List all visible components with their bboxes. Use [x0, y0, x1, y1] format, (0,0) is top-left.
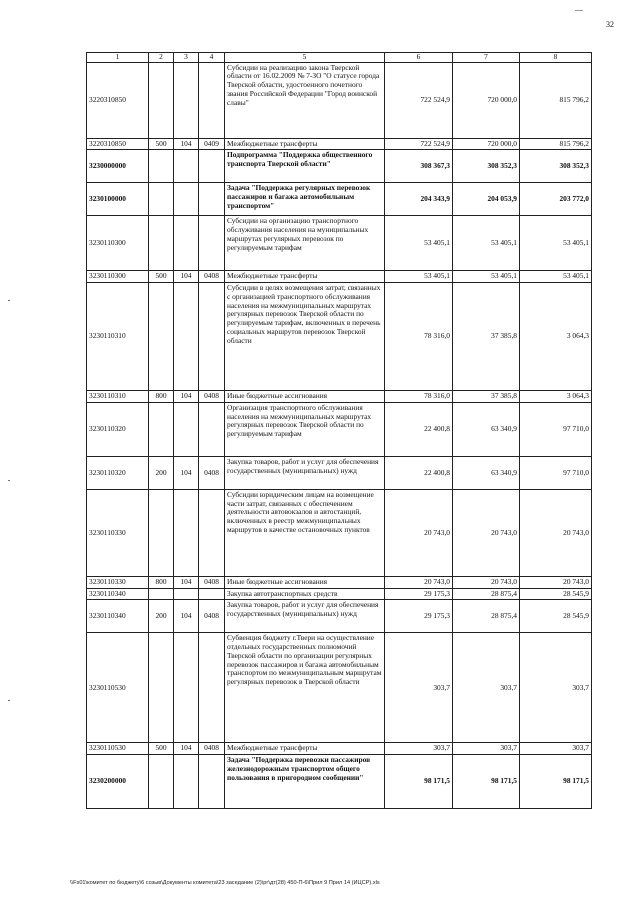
cell-value-3: 3 064,3 — [520, 391, 592, 403]
cell-code: 3230110310 — [87, 283, 149, 391]
cell-value-2: 28 875,4 — [453, 588, 520, 600]
cell-code: 3230110330 — [87, 576, 149, 588]
cell-value-2: 20 743,0 — [453, 489, 520, 576]
table-row — [87, 489, 592, 576]
cell-code: 3220310850 — [87, 62, 149, 138]
cell-pr: 0408 — [199, 271, 225, 283]
cell-value-1: 722 524,9 — [385, 62, 453, 138]
cell-pr: 0409 — [199, 138, 225, 150]
cell-value-3: 53 405,1 — [520, 216, 592, 271]
budget-table — [86, 52, 592, 809]
cell-value-2: 63 340,9 — [453, 402, 520, 456]
cell-value-3: 203 772,0 — [520, 183, 592, 216]
cell-pr: 0408 — [199, 600, 225, 633]
cell-value-2: 37 385,8 — [453, 391, 520, 403]
cell-value-2: 204 053,9 — [453, 183, 520, 216]
cell-name: Подпрограмма "Поддержка общественного транспорта Тверской области" — [225, 150, 385, 183]
page-number: 32 — [606, 20, 614, 29]
col-header-7: 7 — [453, 53, 520, 63]
cell-value-2: 63 340,9 — [453, 456, 520, 489]
scan-mark — [575, 10, 583, 11]
col-header-3: 3 — [174, 53, 199, 63]
table-row — [87, 456, 592, 489]
cell-value-2: 28 875,4 — [453, 600, 520, 633]
table-row — [87, 391, 592, 403]
cell-value-1: 53 405,1 — [385, 271, 453, 283]
col-header-6: 6 — [385, 53, 453, 63]
cell-vr — [149, 755, 174, 809]
cell-vr — [149, 62, 174, 138]
cell-pr — [199, 150, 225, 183]
cell-value-2: 37 385,8 — [453, 283, 520, 391]
cell-value-3: 97 710,0 — [520, 456, 592, 489]
cell-value-3: 28 545,9 — [520, 588, 592, 600]
cell-vr: 500 — [149, 743, 174, 755]
cell-pr: 0408 — [199, 456, 225, 489]
cell-name: Иные бюджетные ассигнования — [225, 576, 385, 588]
table-row — [87, 183, 592, 216]
cell-vr: 800 — [149, 576, 174, 588]
table-row — [87, 138, 592, 150]
cell-pr — [199, 216, 225, 271]
cell-pr — [199, 633, 225, 743]
cell-value-3: 303,7 — [520, 743, 592, 755]
cell-value-3: 303,7 — [520, 633, 592, 743]
table-row — [87, 271, 592, 283]
cell-value-2: 98 171,5 — [453, 755, 520, 809]
table-row — [87, 755, 592, 809]
cell-rz — [174, 402, 199, 456]
cell-value-2: 53 405,1 — [453, 271, 520, 283]
cell-value-3: 98 171,5 — [520, 755, 592, 809]
cell-value-1: 29 175,3 — [385, 600, 453, 633]
cell-pr — [199, 588, 225, 600]
cell-rz — [174, 489, 199, 576]
cell-code: 3230110320 — [87, 402, 149, 456]
cell-value-3: 97 710,0 — [520, 402, 592, 456]
cell-name: Субвенция бюджету г.Твери на осуществление отдельных государственных полномочий Тверской области по организации регулярных перевозок пассажиров и багажа автомобильным транспортом по межмуниципальным маршрутам регулярных перевозок в Тверской области — [225, 633, 385, 743]
cell-value-2: 53 405,1 — [453, 216, 520, 271]
table-row — [87, 600, 592, 633]
table-row — [87, 402, 592, 456]
header-row — [87, 53, 592, 63]
cell-vr — [149, 216, 174, 271]
cell-name: Субсидии юридическим лицам на возмещение части затрат, связанных с обеспечением деятельности автовокзалов и автостанций, включенных в реестр межмуниципальных маршрутов в качестве остановочных пунктов — [225, 489, 385, 576]
cell-vr: 500 — [149, 271, 174, 283]
cell-code: 3230110330 — [87, 489, 149, 576]
table-row — [87, 62, 592, 138]
cell-rz: 104 — [174, 743, 199, 755]
cell-code: 3230110530 — [87, 743, 149, 755]
cell-code: 3230110300 — [87, 271, 149, 283]
cell-pr: 0408 — [199, 391, 225, 403]
cell-vr — [149, 183, 174, 216]
cell-code: 3230000000 — [87, 150, 149, 183]
table-row — [87, 283, 592, 391]
table-row — [87, 216, 592, 271]
cell-rz: 104 — [174, 600, 199, 633]
cell-code: 3220310850 — [87, 138, 149, 150]
cell-name: Межбюджетные трансферты — [225, 138, 385, 150]
col-header-8: 8 — [520, 53, 592, 63]
cell-value-1: 78 316,0 — [385, 391, 453, 403]
cell-value-1: 98 171,5 — [385, 755, 453, 809]
cell-pr: 0408 — [199, 576, 225, 588]
cell-value-1: 308 367,3 — [385, 150, 453, 183]
cell-name: Задача "Поддержка перевозки пассажиров железнодорожным транспортом общего пользования в пригородном сообщении" — [225, 755, 385, 809]
table-row — [87, 150, 592, 183]
cell-name: Закупка товаров, работ и услуг для обеспечения государственных (муниципальных) нужд — [225, 600, 385, 633]
cell-code: 3230110340 — [87, 600, 149, 633]
cell-code: 3230110320 — [87, 456, 149, 489]
cell-value-2: 20 743,0 — [453, 576, 520, 588]
cell-name: Закупка товаров, работ и услуг для обеспечения государственных (муниципальных) нужд — [225, 456, 385, 489]
cell-value-3: 815 796,2 — [520, 138, 592, 150]
col-header-1: 1 — [87, 53, 149, 63]
cell-value-2: 303,7 — [453, 743, 520, 755]
cell-pr — [199, 489, 225, 576]
cell-code: 3230110340 — [87, 588, 149, 600]
cell-value-2: 720 000,0 — [453, 138, 520, 150]
table-row — [87, 588, 592, 600]
cell-rz — [174, 755, 199, 809]
cell-rz — [174, 216, 199, 271]
cell-rz — [174, 62, 199, 138]
cell-pr — [199, 283, 225, 391]
cell-rz: 104 — [174, 456, 199, 489]
cell-name: Межбюджетные трансферты — [225, 271, 385, 283]
cell-value-1: 22 400,8 — [385, 456, 453, 489]
cell-name: Межбюджетные трансферты — [225, 743, 385, 755]
cell-vr — [149, 150, 174, 183]
cell-name: Организация транспортного обслуживания населения на межмуниципальных маршрутах регулярных перевозок Тверской области по регулируемым тарифам — [225, 402, 385, 456]
cell-vr — [149, 489, 174, 576]
cell-rz: 104 — [174, 271, 199, 283]
cell-code: 3230110310 — [87, 391, 149, 403]
scan-mark — [8, 700, 10, 701]
cell-code: 3230110530 — [87, 633, 149, 743]
table-row — [87, 633, 592, 743]
cell-name: Субсидии в целях возмещения затрат, связанных с организацией транспортного обслуживания населения на межмуниципальных маршрутах регулярных перевозок Тверской области по регулируемым тарифам, включенных в перечень социальных маршрутов перевозок Тверской области — [225, 283, 385, 391]
cell-value-1: 20 743,0 — [385, 489, 453, 576]
cell-pr — [199, 755, 225, 809]
cell-value-1: 22 400,8 — [385, 402, 453, 456]
cell-rz — [174, 150, 199, 183]
cell-vr: 500 — [149, 138, 174, 150]
cell-value-1: 303,7 — [385, 743, 453, 755]
cell-value-1: 722 524,9 — [385, 138, 453, 150]
cell-value-1: 303,7 — [385, 633, 453, 743]
cell-rz — [174, 633, 199, 743]
cell-rz — [174, 183, 199, 216]
col-header-5: 5 — [225, 53, 385, 63]
cell-value-1: 204 343,9 — [385, 183, 453, 216]
cell-name: Задача "Поддержка регулярных перевозок пассажиров и багажа автомобильным транспортом" — [225, 183, 385, 216]
cell-vr: 800 — [149, 391, 174, 403]
cell-vr — [149, 283, 174, 391]
cell-name: Субсидии на реализацию закона Тверской области от 16.02.2009 № 7-ЗО "О статусе города Тверской области, удостоенного почетного звания Российской Федерации "Город воинской славы" — [225, 62, 385, 138]
cell-rz — [174, 283, 199, 391]
cell-value-3: 815 796,2 — [520, 62, 592, 138]
scan-mark — [8, 480, 10, 481]
cell-value-2: 303,7 — [453, 633, 520, 743]
cell-value-1: 53 405,1 — [385, 216, 453, 271]
col-header-2: 2 — [149, 53, 174, 63]
cell-rz: 104 — [174, 576, 199, 588]
cell-pr — [199, 62, 225, 138]
cell-vr: 200 — [149, 456, 174, 489]
cell-code: 3230110300 — [87, 216, 149, 271]
cell-vr — [149, 402, 174, 456]
cell-vr: 200 — [149, 600, 174, 633]
cell-code: 3230100000 — [87, 183, 149, 216]
cell-name: Закупка автотранспортных средств — [225, 588, 385, 600]
cell-value-3: 308 352,3 — [520, 150, 592, 183]
cell-vr — [149, 588, 174, 600]
scan-mark — [8, 300, 10, 301]
cell-value-3: 20 743,0 — [520, 576, 592, 588]
cell-value-3: 28 545,9 — [520, 600, 592, 633]
cell-pr: 0408 — [199, 743, 225, 755]
table-row — [87, 743, 592, 755]
cell-name: Субсидии на организацию транспортного обслуживания населения на муниципальных маршрутах регулярных перевозок по регулируемым тарифам — [225, 216, 385, 271]
cell-code: 3230200000 — [87, 755, 149, 809]
cell-rz: 104 — [174, 391, 199, 403]
cell-pr — [199, 183, 225, 216]
col-header-4: 4 — [199, 53, 225, 63]
cell-vr — [149, 633, 174, 743]
cell-value-3: 20 743,0 — [520, 489, 592, 576]
table-row — [87, 576, 592, 588]
cell-value-1: 20 743,0 — [385, 576, 453, 588]
cell-value-2: 308 352,3 — [453, 150, 520, 183]
file-path-footer: \\Fs01\комитет по бюджету\6 созыв\Документы комитета\23 заседание (2)\рг\дт(28) 450-П-6\Прил 9 Прил 14 (ИЦСР).xls — [70, 880, 380, 886]
cell-pr — [199, 402, 225, 456]
cell-rz — [174, 588, 199, 600]
cell-value-2: 720 000,0 — [453, 62, 520, 138]
cell-value-1: 78 316,0 — [385, 283, 453, 391]
cell-rz: 104 — [174, 138, 199, 150]
cell-name: Иные бюджетные ассигнования — [225, 391, 385, 403]
cell-value-1: 29 175,3 — [385, 588, 453, 600]
cell-value-3: 53 405,1 — [520, 271, 592, 283]
cell-value-3: 3 064,3 — [520, 283, 592, 391]
